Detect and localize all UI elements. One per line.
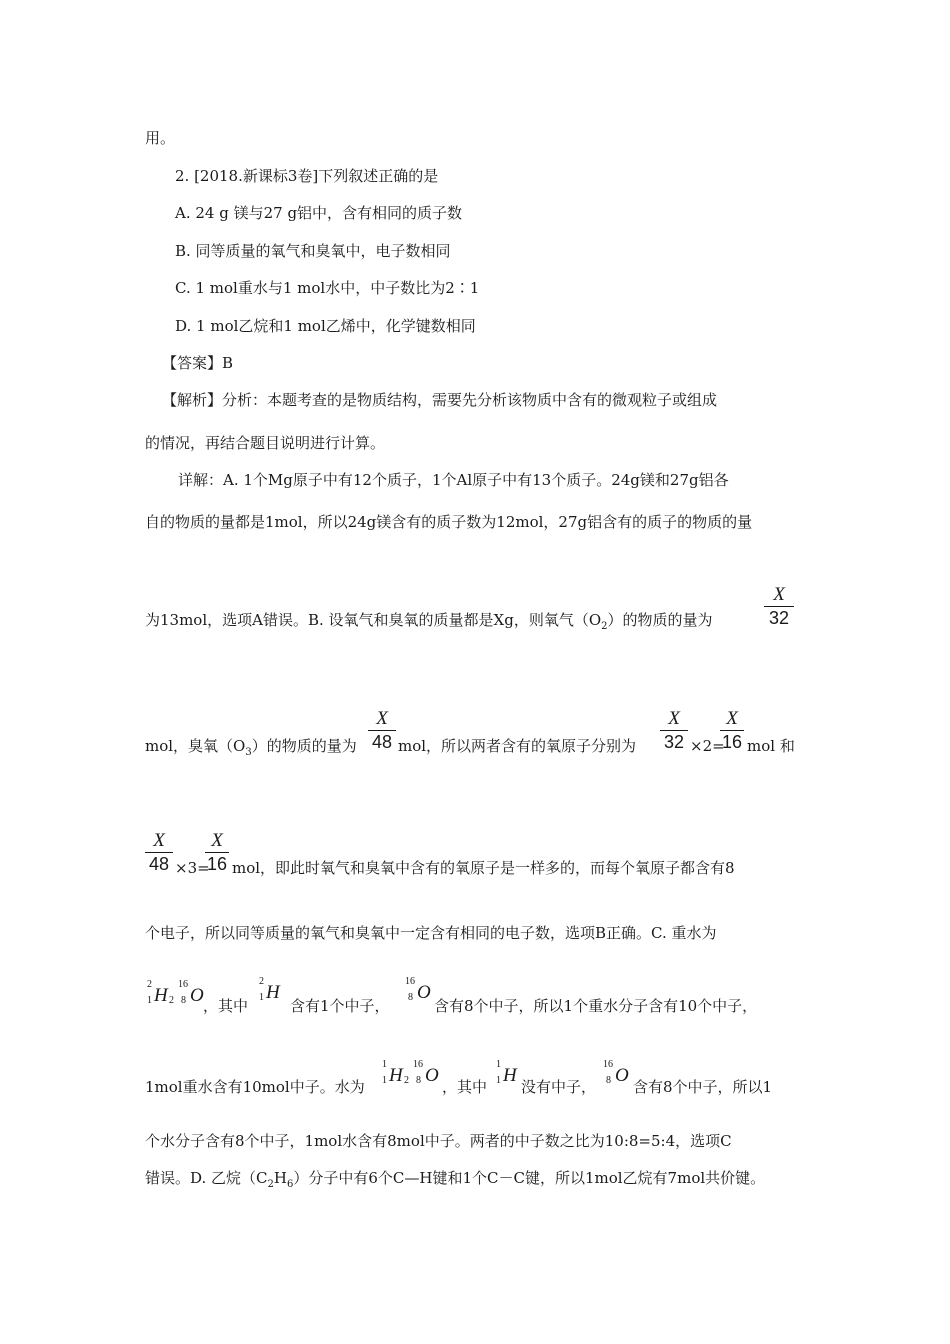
mass-number: 1 [496, 1059, 501, 1070]
detail-text: 含有1个中子， [290, 997, 390, 1015]
atomic-number: 8 [606, 1075, 611, 1086]
detail-text: ×2= [690, 737, 725, 755]
detail-text: ）的物质的量为 [251, 737, 357, 755]
atomic-number: 8 [416, 1075, 421, 1086]
detail-text: 没有中子， [521, 1078, 597, 1096]
mass-number: 16 [178, 979, 188, 990]
mass-number: 16 [413, 1059, 423, 1070]
detail-text: mol，即此时氧气和臭氧中含有的氧原子是一样多的，而每个氧原子都含有8 [232, 859, 735, 877]
detail-text: mol，臭氧（O [145, 737, 246, 755]
water-formula [380, 1059, 440, 1094]
numerator: X [773, 584, 785, 605]
atomic-number: 1 [147, 995, 152, 1006]
atomic-number: 1 [259, 992, 264, 1003]
fraction-x-over-48 [368, 708, 396, 753]
mass-number: 16 [603, 1059, 613, 1070]
mass-number: 16 [405, 976, 415, 987]
element-symbol: H [266, 982, 280, 1003]
detail-line [145, 610, 713, 637]
element-symbol: H [154, 985, 168, 1006]
denominator: 16 [721, 732, 743, 752]
subscript: 2 [169, 995, 174, 1006]
numerator: X [726, 708, 738, 729]
fraction-x-over-48 [145, 830, 173, 875]
denominator: 48 [371, 732, 393, 752]
detail-text: ，其中 [203, 997, 249, 1015]
denominator: 48 [148, 854, 170, 874]
detail-text: 1mol重水含有10mol中子。水为 [145, 1078, 365, 1096]
element-symbol: O [615, 1065, 629, 1086]
detail-line: 自的物质的量都是1mol，所以24g镁含有的质子数为12mol，27g铝含有的质子的物质的量 [145, 513, 753, 531]
detail-text: ）的物质的量为 [607, 611, 713, 629]
detail-line [145, 1168, 765, 1195]
analysis-line: 的情况，再结合题目说明进行计算。 [145, 434, 386, 452]
mass-number: 2 [259, 976, 264, 987]
fraction-x-over-32 [660, 708, 688, 753]
deuterium-symbol [257, 976, 283, 1011]
fraction-x-over-16 [205, 830, 229, 875]
numerator: X [376, 708, 388, 729]
detail-text: 含有8个中子，所以1 [633, 1078, 773, 1096]
fraction-x-over-32 [764, 584, 794, 629]
text-line: 用。 [145, 129, 176, 147]
denominator: 16 [206, 854, 228, 874]
detail-text: ）分子中有6个C—H键和1个C－C键，所以1mol乙烷有7mol共价键。 [293, 1169, 766, 1187]
subscript: 2 [267, 1179, 274, 1190]
protium-symbol [494, 1059, 520, 1094]
element-symbol: H [503, 1065, 517, 1086]
detail-text: 含有8个中子，所以1个重水分子含有10个中子， [434, 997, 758, 1015]
atomic-number: 1 [496, 1075, 501, 1086]
detail-text [145, 736, 357, 763]
option-b: B. 同等质量的氧气和臭氧中，电子数相同 [175, 242, 451, 260]
detail-text: mol，所以两者含有的氧原子分别为 [398, 737, 637, 755]
detail-text: mol 和 [747, 737, 795, 755]
question-heading: 2. [2018.新课标3卷]下列叙述正确的是 [175, 167, 439, 185]
subscript: 3 [245, 747, 252, 758]
detail-line: 详解：A. 1个Mg原子中有12个质子，1个Al原子中有13个质子。24g镁和27g铝各 [178, 471, 729, 489]
mass-number: 2 [147, 979, 152, 990]
numerator: X [211, 830, 223, 851]
option-c: C. 1 mol重水与1 mol水中，中子数比为2∶1 [175, 279, 480, 297]
answer-line: 【答案】B [162, 354, 234, 372]
oxygen-16-symbol [405, 976, 433, 1011]
denominator: 32 [768, 608, 790, 628]
mass-number: 1 [382, 1059, 387, 1070]
subscript: 2 [601, 621, 608, 632]
option-a: A. 24 g 镁与27 g铝中，含有相同的质子数 [175, 204, 463, 222]
option-d: D. 1 mol乙烷和1 mol乙烯中，化学键数相同 [175, 317, 476, 335]
analysis-line: 【解析】分析：本题考查的是物质结构，需要先分析该物质中含有的微观粒子或组成 [162, 391, 718, 409]
heavy-water-formula [145, 979, 205, 1014]
atomic-number: 8 [181, 995, 186, 1006]
denominator: 32 [663, 732, 685, 752]
element-symbol: O [425, 1065, 439, 1086]
numerator: X [153, 830, 165, 851]
element-symbol: H [389, 1065, 403, 1086]
detail-line: 个水分子含有8个中子，1mol水含有8mol中子。两者的中子数之比为10:8=5:4，选项C [145, 1132, 732, 1150]
subscript: 2 [404, 1075, 409, 1086]
atomic-number: 1 [382, 1075, 387, 1086]
subscript: 6 [286, 1179, 294, 1190]
detail-text: ×3= [175, 859, 210, 877]
numerator: X [668, 708, 680, 729]
detail-text: 为13mol，选项A错误。B. 设氧气和臭氧的质量都是Xg，则氧气（O [145, 611, 602, 629]
detail-text: H [273, 1169, 287, 1187]
detail-text: ，其中 [442, 1078, 488, 1096]
detail-line: 个电子，所以同等质量的氧气和臭氧中一定含有相同的电子数，选项B正确。C. 重水为 [145, 924, 717, 942]
fraction-x-over-16 [720, 708, 744, 753]
oxygen-16-symbol [603, 1059, 631, 1094]
element-symbol: O [417, 982, 431, 1003]
element-symbol: O [190, 985, 204, 1006]
detail-text: 错误。D. 乙烷（C [145, 1169, 268, 1187]
atomic-number: 8 [408, 992, 413, 1003]
